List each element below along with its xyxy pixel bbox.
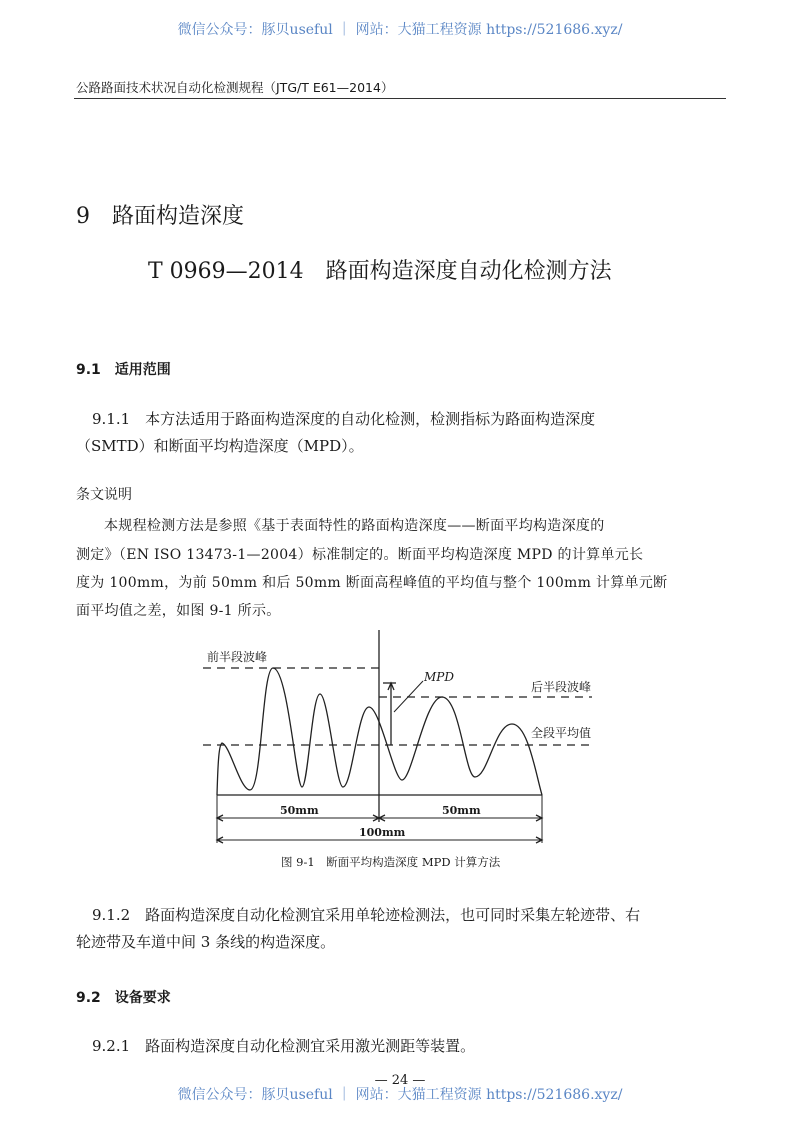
clause-9-1-1-line2: （SMTD）和断面平均构造深度（MPD）。	[76, 437, 364, 455]
label-mean: 全段平均值	[531, 726, 592, 740]
clause-9-1-2-line2: 轮迹带及车道中间 3 条线的构造深度。	[76, 933, 336, 951]
label-mpd: MPD	[424, 670, 454, 684]
label-100mm: 100mm	[359, 826, 406, 839]
watermark-bottom: 微信公众号：豚贝useful ｜ 网站：大猫工程资源 https://521686.xyz/	[177, 1087, 623, 1103]
commentary-line: 度为 100mm，为前 50mm 和后 50mm 断面高程峰值的平均值与整个 100mm 计算单元断	[76, 575, 668, 591]
label-50mm-front: 50mm	[280, 804, 319, 817]
commentary-heading: 条文说明	[76, 487, 132, 503]
running-header: 公路路面技术状况自动化检测规程（JTG/T E61—2014）	[76, 80, 394, 95]
chapter-title: 9 路面构造深度	[76, 204, 244, 229]
method-title: T 0969—2014 路面构造深度自动化检测方法	[148, 259, 612, 284]
commentary-line: 本规程检测方法是参照《基于表面特性的路面构造深度——断面平均构造深度的	[104, 518, 605, 534]
section-heading-9-2: 9.2 设备要求	[76, 990, 171, 1006]
clause-9-2-1: 9.2.1 路面构造深度自动化检测宜采用激光测距等装置。	[92, 1037, 476, 1055]
label-50mm-rear: 50mm	[442, 804, 481, 817]
label-front-peak: 前半段波峰	[207, 650, 268, 664]
clause-9-1-2-line1: 9.1.2 路面构造深度自动化检测宜采用单轮迹检测法，也可同时采集左轮迹带、右	[92, 906, 641, 924]
commentary-line: 测定》（EN ISO 13473-1—2004）标准制定的。断面平均构造深度 MPD 的计算单元长	[76, 547, 644, 563]
commentary-line: 面平均值之差，如图 9-1 所示。	[76, 603, 281, 619]
page-number: — 24 —	[374, 1073, 426, 1088]
label-rear-peak: 后半段波峰	[531, 680, 592, 694]
watermark-top: 微信公众号：豚贝useful ｜ 网站：大猫工程资源 https://521686.xyz/	[177, 22, 623, 38]
section-heading-9-1: 9.1 适用范围	[76, 362, 171, 378]
clause-9-1-1-line1: 9.1.1 本方法适用于路面构造深度的自动化检测，检测指标为路面构造深度	[92, 410, 596, 428]
figure-caption: 图 9-1 断面平均构造深度 MPD 计算方法	[281, 855, 501, 869]
